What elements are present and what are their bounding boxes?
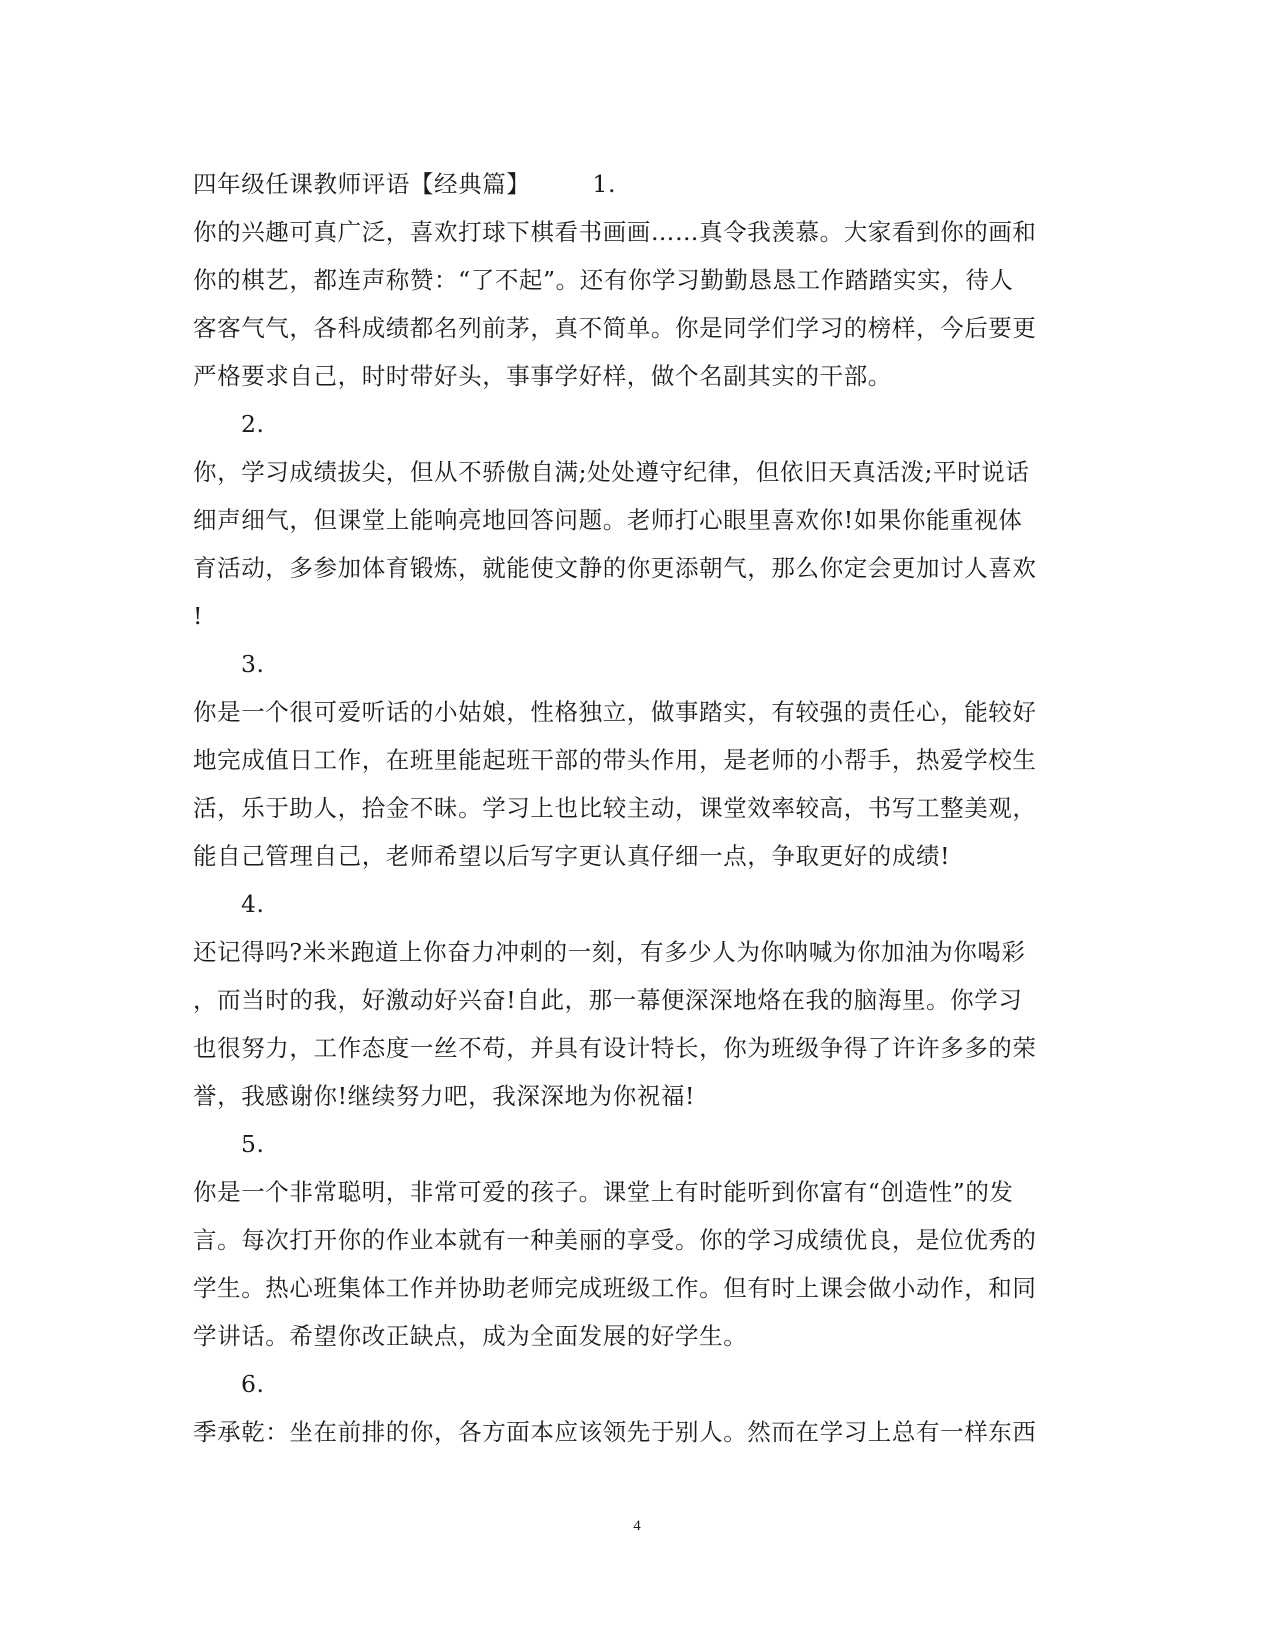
text-line: 你是一个非常聪明，非常可爱的孩子。课堂上有时能听到你富有“创造性”的发 [193,1178,1014,1206]
text-line: 地完成值日工作，在班里能起班干部的带头作用，是老师的小帮手，热爱学校生 [193,746,1037,774]
page-number: 4 [633,1518,641,1534]
item-number: 4. [241,890,265,918]
text-line: 能自己管理自己，老师希望以后写字更认真仔细一点，争取更好的成绩! [193,842,951,870]
text-line: 细声细气，但课堂上能响亮地回答问题。老师打心眼里喜欢你!如果你能重视体 [193,506,1023,534]
item-number: 5. [241,1130,265,1158]
title-line [193,160,1073,208]
text-line: ，而当时的我，好激动好兴奋!自此，那一幕便深深地烙在我的脑海里。你学习 [193,986,1023,1014]
text-line: 季承乾：坐在前排的你，各方面本应该领先于别人。然而在学习上总有一样东西 [193,1418,1037,1446]
text-line: 育活动，多参加体育锻炼，就能使文静的你更添朝气，那么你定会更加讨人喜欢 [193,554,1037,582]
item-number: 1. [592,170,617,198]
text-line: 学讲话。希望你改正缺点，成为全面发展的好学生。 [193,1322,748,1350]
text-line: 客客气气，各科成绩都名列前茅，真不简单。你是同学们学习的榜样，今后要更 [193,314,1037,342]
document-title: 四年级任课教师评语【经典篇】 [193,170,531,198]
item-number: 2. [241,410,265,438]
text-line: 言。每次打开你的作业本就有一种美丽的享受。你的学习成绩优良，是位优秀的 [193,1226,1037,1254]
text-line: 你是一个很可爱听话的小姑娘，性格独立，做事踏实，有较强的责任心，能较好 [193,698,1037,726]
document-body [193,160,1073,1456]
item-number: 6. [241,1370,265,1398]
text-line: 学生。热心班集体工作并协助老师完成班级工作。但有时上课会做小动作，和同 [193,1274,1037,1302]
text-line: 誉，我感谢你!继续努力吧，我深深地为你祝福! [193,1082,696,1110]
text-line: 你，学习成绩拔尖，但从不骄傲自满;处处遵守纪律，但依旧天真活泼;平时说话 [193,458,1030,486]
text-line: 还记得吗?米米跑道上你奋力冲刺的一刻，有多少人为你呐喊为你加油为你喝彩 [193,938,1026,966]
text-line: 严格要求自己，时时带好头，事事学好样，做个名副其实的干部。 [193,362,892,390]
text-line: 你的棋艺，都连声称赞：“了不起”。还有你学习勤勤恳恳工作踏踏实实，待人 [193,266,1014,294]
item-number: 3. [241,650,265,678]
text-line: ! [193,602,204,630]
text-line: 你的兴趣可真广泛，喜欢打球下棋看书画画……真令我羡慕。大家看到你的画和 [193,218,1037,246]
text-line: 也很努力，工作态度一丝不苟，并具有设计特长，你为班级争得了许许多多的荣 [193,1034,1037,1062]
text-line: 活，乐于助人，拾金不昧。学习上也比较主动，课堂效率较高，书写工整美观， [193,794,1037,822]
